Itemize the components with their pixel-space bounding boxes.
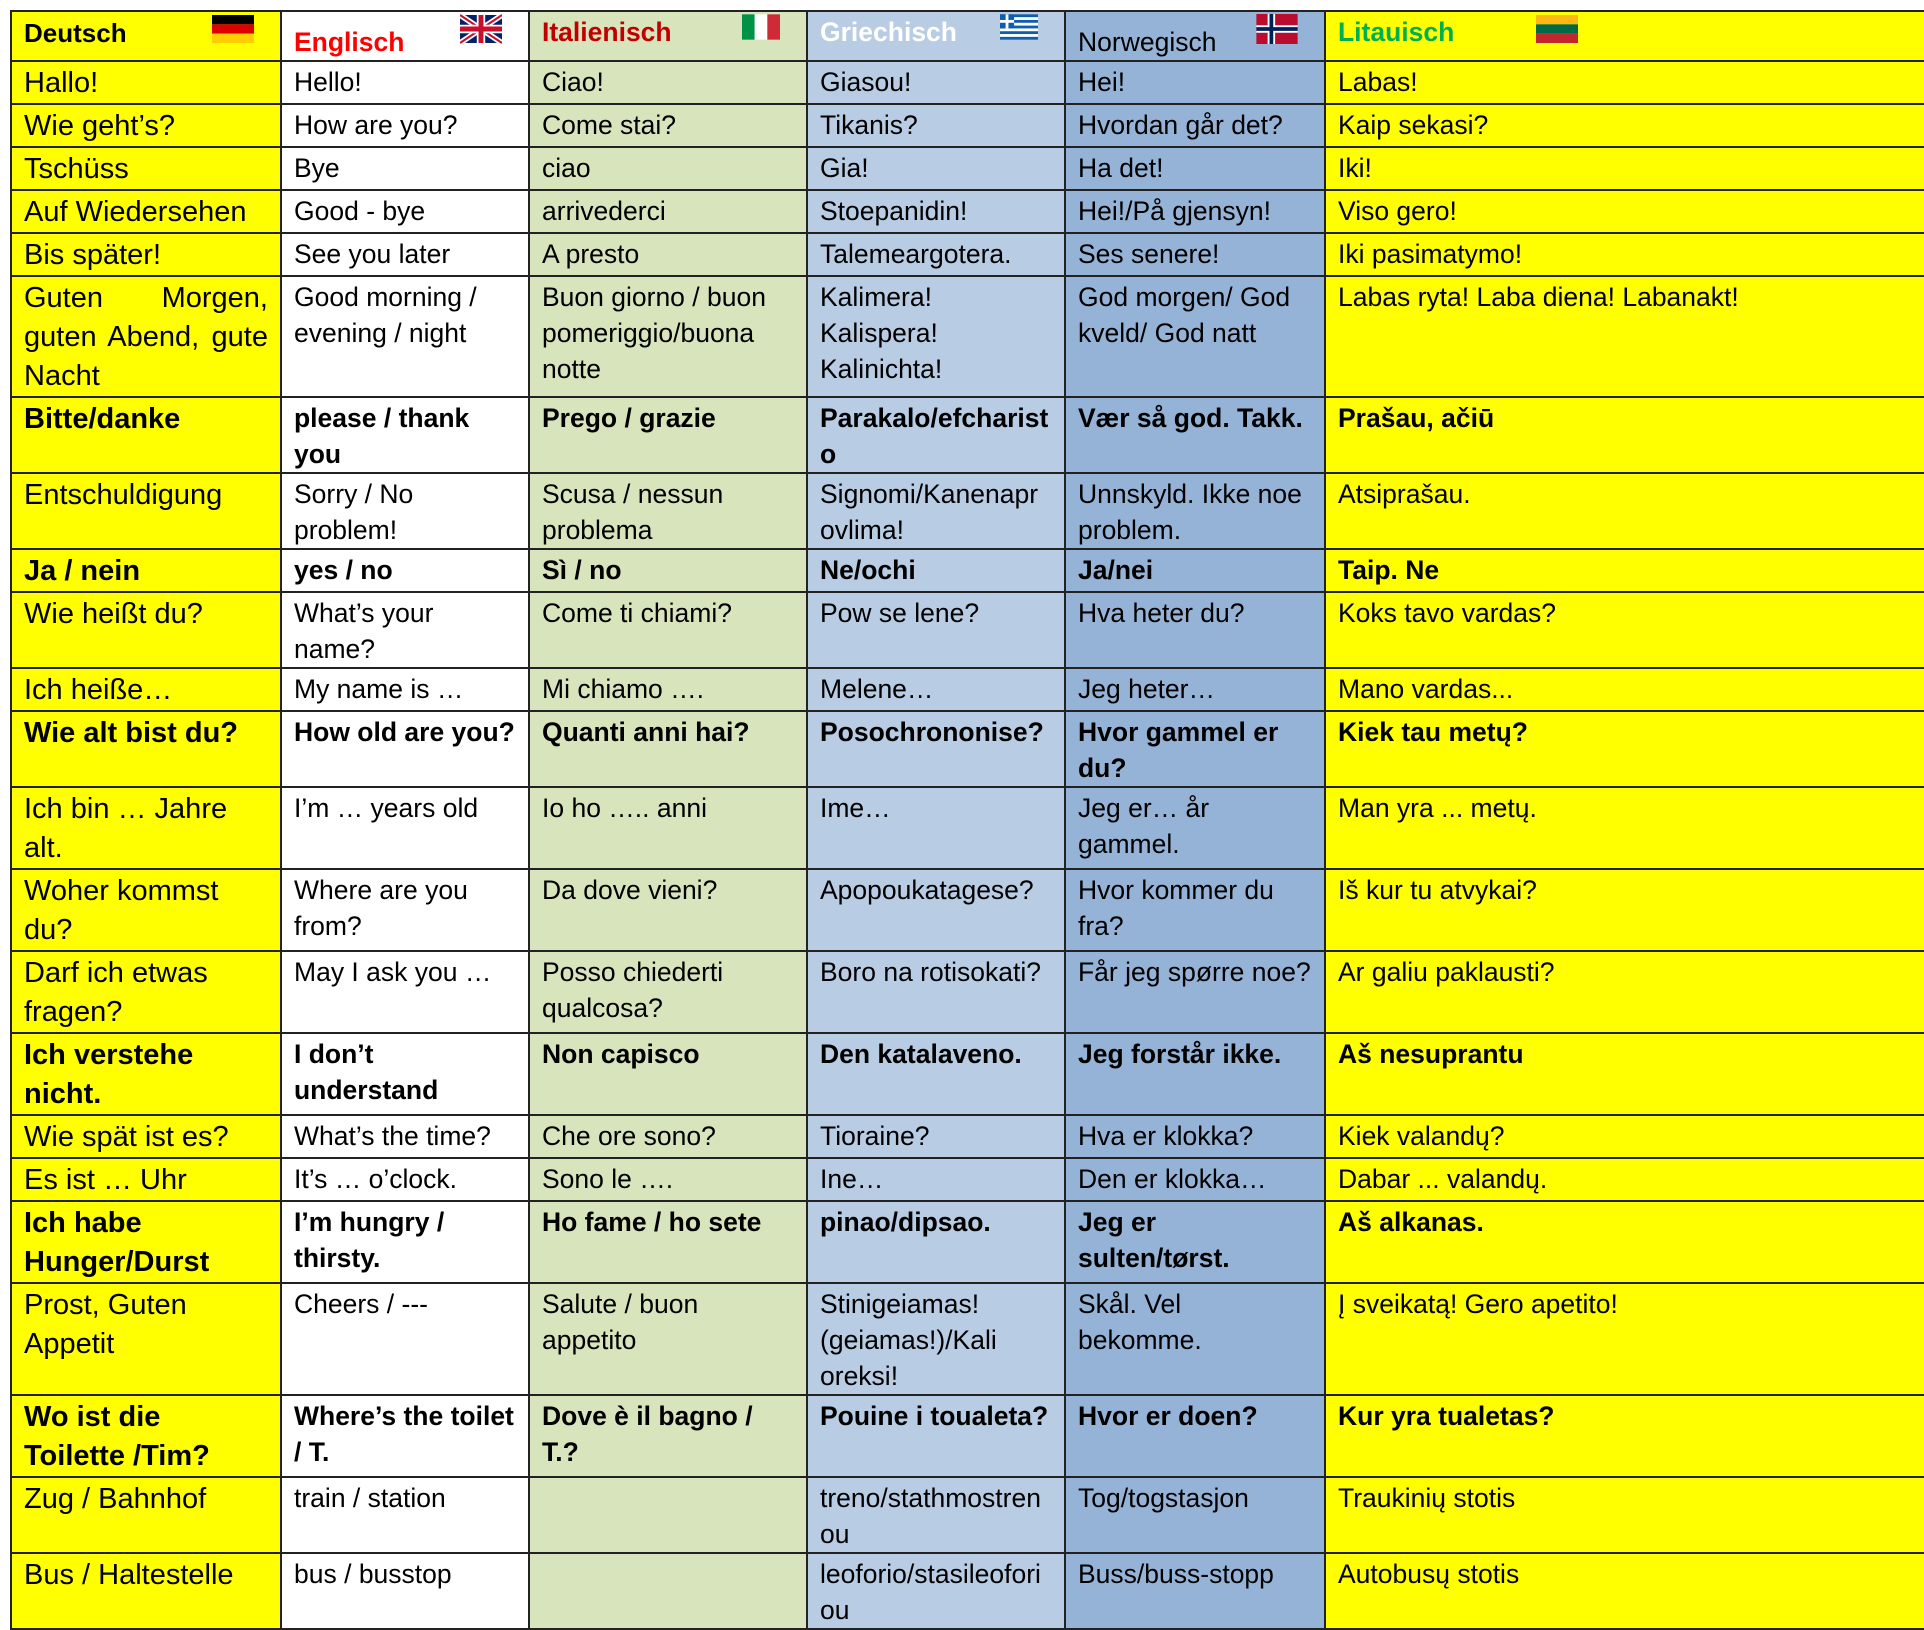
header-label: Englisch (294, 27, 405, 57)
cell-italienisch: arrivederci (529, 190, 807, 233)
table-row (11, 1158, 1924, 1201)
flag-norway-icon (1256, 14, 1298, 44)
cell-deutsch: Ich habe Hunger/Durst (11, 1201, 281, 1283)
cell-griechisch: Pouine i toualeta? (807, 1395, 1065, 1477)
cell-norwegisch: Hei! (1065, 61, 1325, 104)
cell-italienisch: Come stai? (529, 104, 807, 147)
table-row (11, 397, 1924, 473)
cell-norwegisch: Ja/nei (1065, 549, 1325, 592)
header-deutsch (11, 11, 281, 61)
cell-deutsch: Guten Morgen, guten Abend, gute Nacht (11, 276, 281, 397)
cell-griechisch: Gia! (807, 147, 1065, 190)
cell-englisch: May I ask you … (281, 951, 529, 1033)
table-row (11, 1115, 1924, 1158)
cell-litauisch: Labas ryta! Laba diena! Labanakt! (1325, 276, 1924, 397)
cell-deutsch: Woher kommst du? (11, 869, 281, 951)
cell-norwegisch: Jeg forstår ikke. (1065, 1033, 1325, 1115)
cell-deutsch: Ich verstehe nicht. (11, 1033, 281, 1115)
table-row (11, 1477, 1924, 1553)
cell-litauisch: Mano vardas... (1325, 668, 1924, 711)
cell-englisch: Sorry / No problem! (281, 473, 529, 549)
cell-deutsch: Bis später! (11, 233, 281, 276)
header-label: Griechisch (820, 17, 957, 47)
flag-uk-icon (460, 14, 502, 44)
cell-italienisch (529, 1477, 807, 1553)
cell-litauisch: Dabar ... valandų. (1325, 1158, 1924, 1201)
cell-griechisch: treno/stathmostrenou (807, 1477, 1065, 1553)
cell-norwegisch: Hvor gammel er du? (1065, 711, 1325, 787)
cell-norwegisch: Ses senere! (1065, 233, 1325, 276)
flag-italy-icon (742, 14, 780, 40)
cell-deutsch: Es ist … Uhr (11, 1158, 281, 1201)
flag-germany-icon (212, 14, 254, 44)
cell-griechisch: pinao/dipsao. (807, 1201, 1065, 1283)
table-row (11, 1033, 1924, 1115)
cell-litauisch: Kur yra tualetas? (1325, 1395, 1924, 1477)
cell-norwegisch: Jeg heter… (1065, 668, 1325, 711)
cell-griechisch: Tikanis? (807, 104, 1065, 147)
table-row (11, 592, 1924, 668)
cell-italienisch: Da dove vieni? (529, 869, 807, 951)
cell-italienisch: A presto (529, 233, 807, 276)
cell-englisch: please / thank you (281, 397, 529, 473)
cell-italienisch: Dove è il bagno / T.? (529, 1395, 807, 1477)
cell-litauisch: Taip. Ne (1325, 549, 1924, 592)
cell-norwegisch: Får jeg spørre noe? (1065, 951, 1325, 1033)
cell-litauisch: Autobusų stotis (1325, 1553, 1924, 1629)
cell-norwegisch: Hei!/På gjensyn! (1065, 190, 1325, 233)
cell-italienisch: Mi chiamo …. (529, 668, 807, 711)
cell-litauisch: Iki! (1325, 147, 1924, 190)
header-litauisch (1325, 11, 1924, 61)
cell-griechisch: Giasou! (807, 61, 1065, 104)
cell-englisch: My name is … (281, 668, 529, 711)
cell-italienisch: Salute / buon appetito (529, 1283, 807, 1395)
cell-englisch: I’m hungry / thirsty. (281, 1201, 529, 1283)
cell-norwegisch: Unnskyld. Ikke noe problem. (1065, 473, 1325, 549)
header-label: Deutsch (24, 18, 127, 48)
cell-englisch: I don’t understand (281, 1033, 529, 1115)
cell-italienisch: Ho fame / ho sete (529, 1201, 807, 1283)
header-row (11, 11, 1924, 61)
cell-litauisch: Viso gero! (1325, 190, 1924, 233)
table-row (11, 190, 1924, 233)
cell-deutsch: Wie alt bist du? (11, 711, 281, 787)
cell-englisch: What’s your name? (281, 592, 529, 668)
cell-italienisch: ciao (529, 147, 807, 190)
cell-englisch: Good morning / evening / night (281, 276, 529, 397)
cell-englisch: See you later (281, 233, 529, 276)
cell-norwegisch: Vær så god. Takk. (1065, 397, 1325, 473)
cell-deutsch: Wie heißt du? (11, 592, 281, 668)
cell-deutsch: Ich heiße… (11, 668, 281, 711)
flag-greece-icon (1000, 14, 1038, 40)
header-italienisch (529, 11, 807, 61)
cell-norwegisch: Ha det! (1065, 147, 1325, 190)
cell-deutsch: Bus / Haltestelle (11, 1553, 281, 1629)
cell-norwegisch: Jeg er… år gammel. (1065, 787, 1325, 869)
cell-norwegisch: Buss/buss-stopp (1065, 1553, 1325, 1629)
table-row (11, 668, 1924, 711)
cell-litauisch: Koks tavo vardas? (1325, 592, 1924, 668)
cell-englisch: Cheers / --- (281, 1283, 529, 1395)
cell-deutsch: Zug / Bahnhof (11, 1477, 281, 1553)
cell-litauisch: Iš kur tu atvykai? (1325, 869, 1924, 951)
cell-englisch: yes / no (281, 549, 529, 592)
cell-griechisch: Ne/ochi (807, 549, 1065, 592)
cell-englisch: It’s … o’clock. (281, 1158, 529, 1201)
cell-griechisch: Apopoukatagese? (807, 869, 1065, 951)
cell-deutsch: Ja / nein (11, 549, 281, 592)
cell-englisch: Where’s the toilet / T. (281, 1395, 529, 1477)
cell-griechisch: Talemeargotera. (807, 233, 1065, 276)
flag-lithuania-icon (1536, 14, 1578, 44)
cell-englisch: Good - bye (281, 190, 529, 233)
cell-norwegisch: Jeg er sulten/tørst. (1065, 1201, 1325, 1283)
cell-griechisch: Parakalo/efcharisto (807, 397, 1065, 473)
cell-litauisch: Ar galiu paklausti? (1325, 951, 1924, 1033)
cell-englisch: How old are you? (281, 711, 529, 787)
table-row (11, 104, 1924, 147)
cell-italienisch: Io ho ….. anni (529, 787, 807, 869)
cell-italienisch: Prego / grazie (529, 397, 807, 473)
cell-norwegisch: Skål. Vel bekomme. (1065, 1283, 1325, 1395)
cell-griechisch: Den katalaveno. (807, 1033, 1065, 1115)
cell-litauisch: Kiek tau metų? (1325, 711, 1924, 787)
cell-italienisch: Scusa / nessun problema (529, 473, 807, 549)
table-row (11, 951, 1924, 1033)
cell-norwegisch: Tog/togstasjon (1065, 1477, 1325, 1553)
cell-norwegisch: Hvor kommer du fra? (1065, 869, 1325, 951)
cell-deutsch: Wie geht’s? (11, 104, 281, 147)
cell-griechisch: Posochrononise? (807, 711, 1065, 787)
cell-italienisch: Sono le …. (529, 1158, 807, 1201)
cell-litauisch: Atsiprašau. (1325, 473, 1924, 549)
cell-griechisch: Stinigeiamas! (geiamas!)/Kali oreksi! (807, 1283, 1065, 1395)
cell-englisch: Hello! (281, 61, 529, 104)
cell-griechisch: Kalimera! Kalispera! Kalinichta! (807, 276, 1065, 397)
cell-italienisch: Non capisco (529, 1033, 807, 1115)
cell-italienisch: Sì / no (529, 549, 807, 592)
header-englisch (281, 11, 529, 61)
cell-griechisch: Tioraine? (807, 1115, 1065, 1158)
cell-litauisch: Aš alkanas. (1325, 1201, 1924, 1283)
cell-englisch: Where are you from? (281, 869, 529, 951)
cell-englisch: I’m … years old (281, 787, 529, 869)
cell-deutsch: Tschüss (11, 147, 281, 190)
cell-litauisch: Kaip sekasi? (1325, 104, 1924, 147)
cell-griechisch: leoforio/stasileoforiou (807, 1553, 1065, 1629)
table-row (11, 233, 1924, 276)
cell-englisch: train / station (281, 1477, 529, 1553)
cell-norwegisch: Den er klokka… (1065, 1158, 1325, 1201)
table-row (11, 473, 1924, 549)
cell-italienisch: Quanti anni hai? (529, 711, 807, 787)
cell-litauisch: Labas! (1325, 61, 1924, 104)
table-row (11, 1553, 1924, 1629)
table-row (11, 869, 1924, 951)
cell-norwegisch: Hva heter du? (1065, 592, 1325, 668)
table-row (11, 1201, 1924, 1283)
table-row (11, 1395, 1924, 1477)
cell-deutsch: Entschuldigung (11, 473, 281, 549)
header-griechisch (807, 11, 1065, 61)
header-label: Litauisch (1338, 17, 1455, 47)
cell-italienisch: Che ore sono? (529, 1115, 807, 1158)
table-row (11, 276, 1924, 397)
header-norwegisch (1065, 11, 1325, 61)
cell-italienisch: Come ti chiami? (529, 592, 807, 668)
cell-griechisch: Pow se lene? (807, 592, 1065, 668)
cell-litauisch: Aš nesuprantu (1325, 1033, 1924, 1115)
cell-englisch: bus / busstop (281, 1553, 529, 1629)
table-row (11, 147, 1924, 190)
table-row (11, 787, 1924, 869)
cell-deutsch: Wo ist die Toilette /Tim? (11, 1395, 281, 1477)
cell-norwegisch: Hvor er doen? (1065, 1395, 1325, 1477)
cell-griechisch: Stoepanidin! (807, 190, 1065, 233)
cell-norwegisch: God morgen/ God kveld/ God natt (1065, 276, 1325, 397)
cell-deutsch: Prost, Guten Appetit (11, 1283, 281, 1395)
cell-griechisch: Signomi/Kanenaprovlima! (807, 473, 1065, 549)
phrase-table (10, 10, 1924, 1630)
cell-deutsch: Wie spät ist es? (11, 1115, 281, 1158)
cell-griechisch: Boro na rotisokati? (807, 951, 1065, 1033)
table-row (11, 549, 1924, 592)
cell-englisch: What’s the time? (281, 1115, 529, 1158)
cell-italienisch: Posso chiederti qualcosa? (529, 951, 807, 1033)
cell-deutsch: Ich bin … Jahre alt. (11, 787, 281, 869)
cell-litauisch: Kiek valandų? (1325, 1115, 1924, 1158)
header-label: Norwegisch (1078, 27, 1217, 57)
table-row (11, 61, 1924, 104)
cell-litauisch: Traukinių stotis (1325, 1477, 1924, 1553)
cell-griechisch: Ine… (807, 1158, 1065, 1201)
cell-griechisch: Melene… (807, 668, 1065, 711)
cell-englisch: Bye (281, 147, 529, 190)
table-row (11, 1283, 1924, 1395)
cell-litauisch: Į sveikatą! Gero apetito! (1325, 1283, 1924, 1395)
table-row (11, 711, 1924, 787)
cell-italienisch: Buon giorno / buon pomeriggio/buona notte (529, 276, 807, 397)
cell-italienisch (529, 1553, 807, 1629)
cell-litauisch: Prašau, ačiū (1325, 397, 1924, 473)
cell-englisch: How are you? (281, 104, 529, 147)
cell-norwegisch: Hva er klokka? (1065, 1115, 1325, 1158)
cell-griechisch: Ime… (807, 787, 1065, 869)
cell-norwegisch: Hvordan går det? (1065, 104, 1325, 147)
cell-deutsch: Bitte/danke (11, 397, 281, 473)
cell-litauisch: Man yra ... metų. (1325, 787, 1924, 869)
cell-deutsch: Auf Wiedersehen (11, 190, 281, 233)
cell-italienisch: Ciao! (529, 61, 807, 104)
cell-litauisch: Iki pasimatymo! (1325, 233, 1924, 276)
cell-deutsch: Hallo! (11, 61, 281, 104)
header-label: Italienisch (542, 17, 672, 47)
cell-deutsch: Darf ich etwas fragen? (11, 951, 281, 1033)
